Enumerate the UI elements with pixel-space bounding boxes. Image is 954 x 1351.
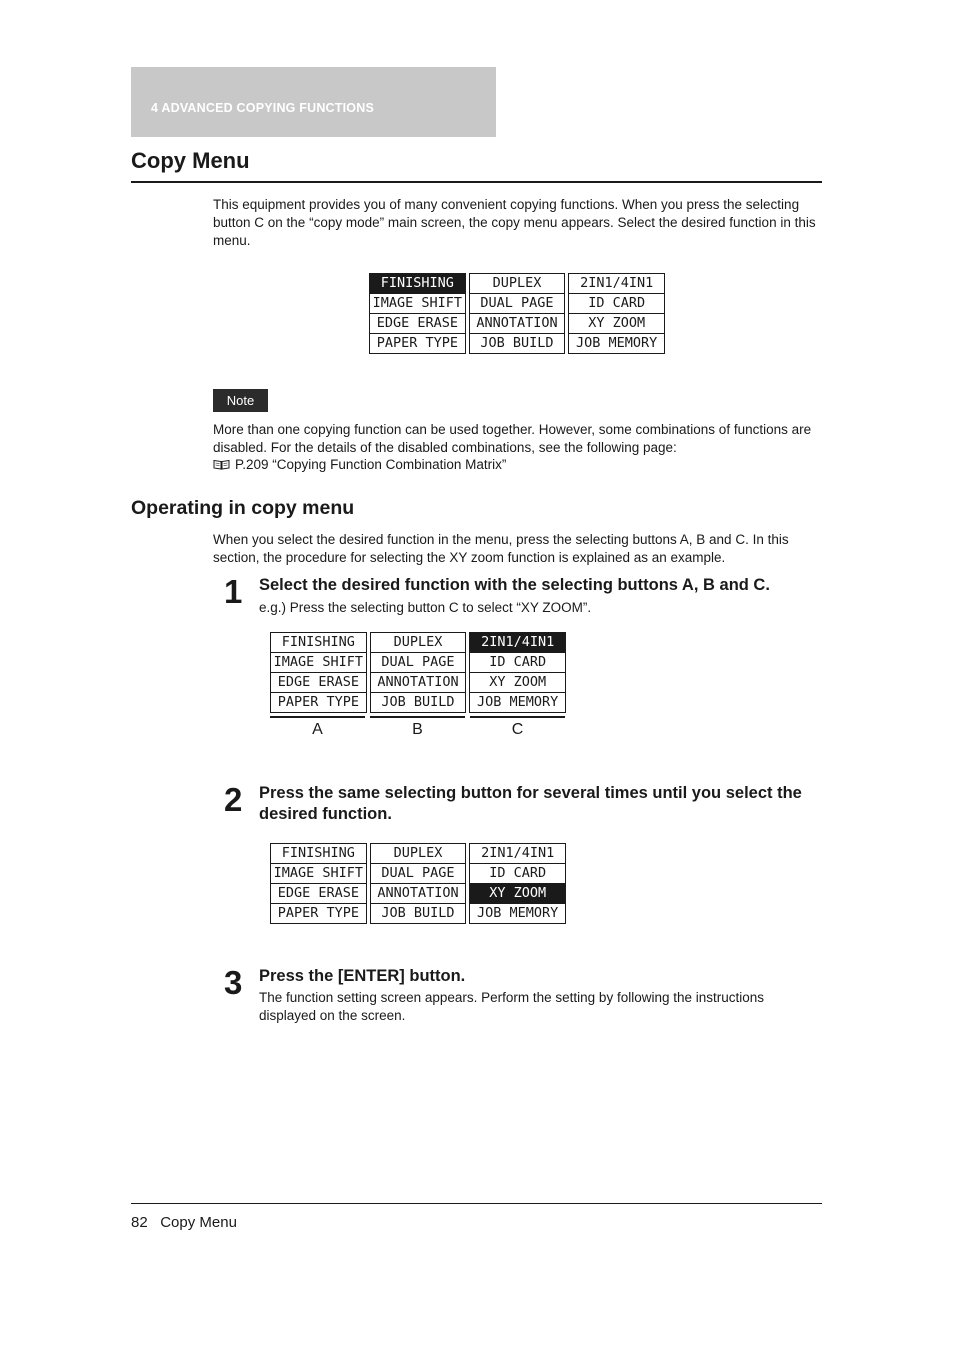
button-b-label: B <box>412 721 423 738</box>
page-number: 82 <box>131 1214 148 1231</box>
menu-item-edge-erase[interactable]: EDGE ERASE <box>270 884 367 904</box>
menu-item-annotation[interactable]: ANNOTATION <box>469 314 566 334</box>
step-3-number: 3 <box>224 964 242 1001</box>
menu-row <box>270 864 566 884</box>
menu-item-finishing[interactable]: FINISHING <box>270 843 367 864</box>
button-a-label: A <box>312 721 323 738</box>
button-b-line <box>370 716 465 718</box>
menu-item-job-memory[interactable]: JOB MEMORY <box>568 334 665 354</box>
menu-item-job-build[interactable]: JOB BUILD <box>370 904 467 924</box>
menu-row <box>369 273 665 294</box>
step-3-desc: The function setting screen appears. Perform the setting by following the instructions displayed on the screen. <box>259 990 765 1023</box>
note-badge: Note <box>213 389 268 412</box>
section-title: Operating in copy menu <box>131 497 355 519</box>
menu-item-edge-erase[interactable]: EDGE ERASE <box>369 314 466 334</box>
note-text: More than one copying function can be used together. However, some combinations of functions are disabled. For the details of the disabled combinations, see the following page: <box>213 422 812 455</box>
menu-item-annotation[interactable]: ANNOTATION <box>370 884 467 904</box>
menu-row <box>369 294 665 314</box>
footer <box>131 1214 237 1231</box>
menu-row <box>270 843 566 864</box>
menu-item-2in1-4in1[interactable]: 2IN1/4IN1 <box>568 273 665 294</box>
copy-menu-table-step1 <box>267 632 569 713</box>
intro-paragraph: This equipment provides you of many convenient copying functions. When you press the selecting button C on the “copy mode” main screen, the copy menu appears. Select the desired function in this menu. <box>213 197 816 248</box>
button-c-line <box>470 716 565 718</box>
menu-row <box>270 632 566 653</box>
menu-item-paper-type[interactable]: PAPER TYPE <box>270 904 367 924</box>
menu-item-xy-zoom[interactable]: XY ZOOM <box>568 314 665 334</box>
menu-row <box>270 693 566 713</box>
menu-item-duplex[interactable]: DUPLEX <box>370 843 467 864</box>
step-1-number: 1 <box>224 573 242 610</box>
page-title: Copy Menu <box>131 148 250 173</box>
title-divider <box>131 181 822 183</box>
menu-item-paper-type[interactable]: PAPER TYPE <box>369 334 466 354</box>
menu-item-dual-page[interactable]: DUAL PAGE <box>370 653 467 673</box>
menu-item-annotation[interactable]: ANNOTATION <box>370 673 467 693</box>
copy-menu-table <box>366 273 668 354</box>
footer-section: Copy Menu <box>160 1214 237 1231</box>
menu-item-job-memory[interactable]: JOB MEMORY <box>469 904 566 924</box>
menu-row <box>270 653 566 673</box>
footer-divider <box>131 1203 822 1204</box>
menu-item-job-build[interactable]: JOB BUILD <box>469 334 566 354</box>
menu-row <box>369 334 665 354</box>
menu-item-paper-type[interactable]: PAPER TYPE <box>270 693 367 713</box>
button-a-line <box>270 716 365 718</box>
copy-menu-table-step2 <box>267 843 569 924</box>
menu-item-2in1-4in1[interactable]: 2IN1/4IN1 <box>469 843 566 864</box>
note-reference[interactable] <box>213 456 506 474</box>
menu-item-xy-zoom[interactable]: XY ZOOM <box>469 673 566 693</box>
menu-item-job-memory[interactable]: JOB MEMORY <box>469 693 566 713</box>
step-2-number: 2 <box>224 781 242 818</box>
menu-item-finishing[interactable]: FINISHING <box>369 273 466 294</box>
menu-item-dual-page[interactable]: DUAL PAGE <box>370 864 467 884</box>
section-intro: When you select the desired function in the menu, press the selecting buttons A, B and C. In this section, the procedure for selecting the XY zoom function is explained as an example. <box>213 532 789 565</box>
menu-item-id-card[interactable]: ID CARD <box>568 294 665 314</box>
menu-item-duplex[interactable]: DUPLEX <box>370 632 467 653</box>
chapter-tab <box>131 67 496 137</box>
menu-item-job-build[interactable]: JOB BUILD <box>370 693 467 713</box>
menu-item-finishing[interactable]: FINISHING <box>270 632 367 653</box>
menu-row <box>270 884 566 904</box>
menu-item-id-card[interactable]: ID CARD <box>469 864 566 884</box>
step-2-title: Press the same selecting button for several times until you select the desired function. <box>259 784 802 823</box>
menu-item-image-shift[interactable]: IMAGE SHIFT <box>369 294 466 314</box>
step-1-desc: e.g.) Press the selecting button C to select “XY ZOOM”. <box>259 600 592 615</box>
book-icon <box>213 459 230 470</box>
note-reference-text: P.209 “Copying Function Combination Matrix” <box>235 457 507 472</box>
menu-item-xy-zoom[interactable]: XY ZOOM <box>469 884 566 904</box>
menu-row <box>369 314 665 334</box>
menu-item-2in1-4in1[interactable]: 2IN1/4IN1 <box>469 632 566 653</box>
menu-item-duplex[interactable]: DUPLEX <box>469 273 566 294</box>
menu-row <box>270 904 566 924</box>
menu-item-id-card[interactable]: ID CARD <box>469 653 566 673</box>
menu-item-image-shift[interactable]: IMAGE SHIFT <box>270 864 367 884</box>
chapter-label: 4 ADVANCED COPYING FUNCTIONS <box>151 101 374 115</box>
step-1-title: Select the desired function with the selecting buttons A, B and C. <box>259 576 770 594</box>
menu-row <box>270 673 566 693</box>
menu-item-dual-page[interactable]: DUAL PAGE <box>469 294 566 314</box>
button-c-label: C <box>511 721 524 738</box>
step-3-title: Press the [ENTER] button. <box>259 967 466 985</box>
menu-item-edge-erase[interactable]: EDGE ERASE <box>270 673 367 693</box>
menu-item-image-shift[interactable]: IMAGE SHIFT <box>270 653 367 673</box>
